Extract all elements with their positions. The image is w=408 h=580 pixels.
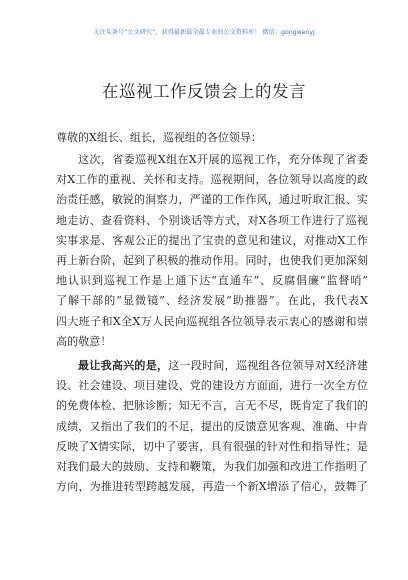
paragraph-line: 治责任感，敏锐的洞察力，严谨的工作作风，通过听取汇报、实 [56, 193, 368, 207]
paragraph-line: 对X工作的重视、关怀和支持。巡视期间，各位领导以高度的政 [56, 173, 368, 187]
header-banner: 关注头条号“公文研究”，获得最新最全最专业的公文资料库！ 微信：gongwenyj [93, 29, 315, 36]
paragraph-line: 设、社会建设、项目建设、党的建设方方面面，进行一次全方位 [56, 379, 368, 393]
paragraph-line: 反映了X情实际，切中了要害，具有很强的针对性和指导性；是 [56, 439, 368, 453]
paragraph-1 [56, 150, 368, 352]
paragraph-line: 地走访、查看资料、个别谈话等方式，对X各项工作进行了巡视 [56, 213, 368, 227]
paragraph-line: 再上新台阶，起到了积极的推动作用。同时，也使我们更加深刻 [56, 253, 368, 267]
salutation: 尊敬的X组长、组长，巡视组的各位领导： [56, 131, 262, 144]
paragraph-line: 实事求是、客观公正的提出了宝贵的意见和建议，对推动X工作 [56, 233, 368, 247]
paragraph-line: 这次，省委巡视X组在X开展的巡视工作，充分体现了省委 [78, 153, 368, 166]
paragraph-line: 成绩，又指出了我们的不足，提出的反馈意见客观、准确、中肯 [56, 419, 368, 433]
paragraph-line: 四大班子和X全X万人民向巡视组各位领导表示衷心的感谢和崇 [56, 314, 368, 328]
paragraph-2 [56, 356, 368, 497]
emphasis-lead: 最让我高兴的是， [78, 359, 169, 372]
document-title: 在巡视工作反馈会上的发言 [102, 82, 306, 101]
paragraph-line: 了解干部的“显微镜”、经济发展“助推器”。在此，我代表X [56, 294, 368, 308]
paragraph-first-line [56, 356, 368, 376]
paragraph-line-rest: 这一段时间，巡视组各位领导对X经济建 [168, 359, 368, 372]
paragraph-line: 地认识到巡视工作是上通下达“直通车”、反腐倡廉“监督哨” [56, 274, 368, 288]
paragraph-line: 方向，为推进转型跨越发展，再造一个新X增添了信心，鼓舞了 [56, 480, 368, 494]
paragraph-line: 对我们最大的鼓励、支持和鞭策，为我们加强和改进工作指明了 [56, 459, 368, 473]
paragraph-line: 高的敬意！ [56, 334, 112, 348]
paragraph-line: 的免费体检、把脉诊断；知无不言，言无不尽，既肯定了我们的 [56, 399, 368, 413]
